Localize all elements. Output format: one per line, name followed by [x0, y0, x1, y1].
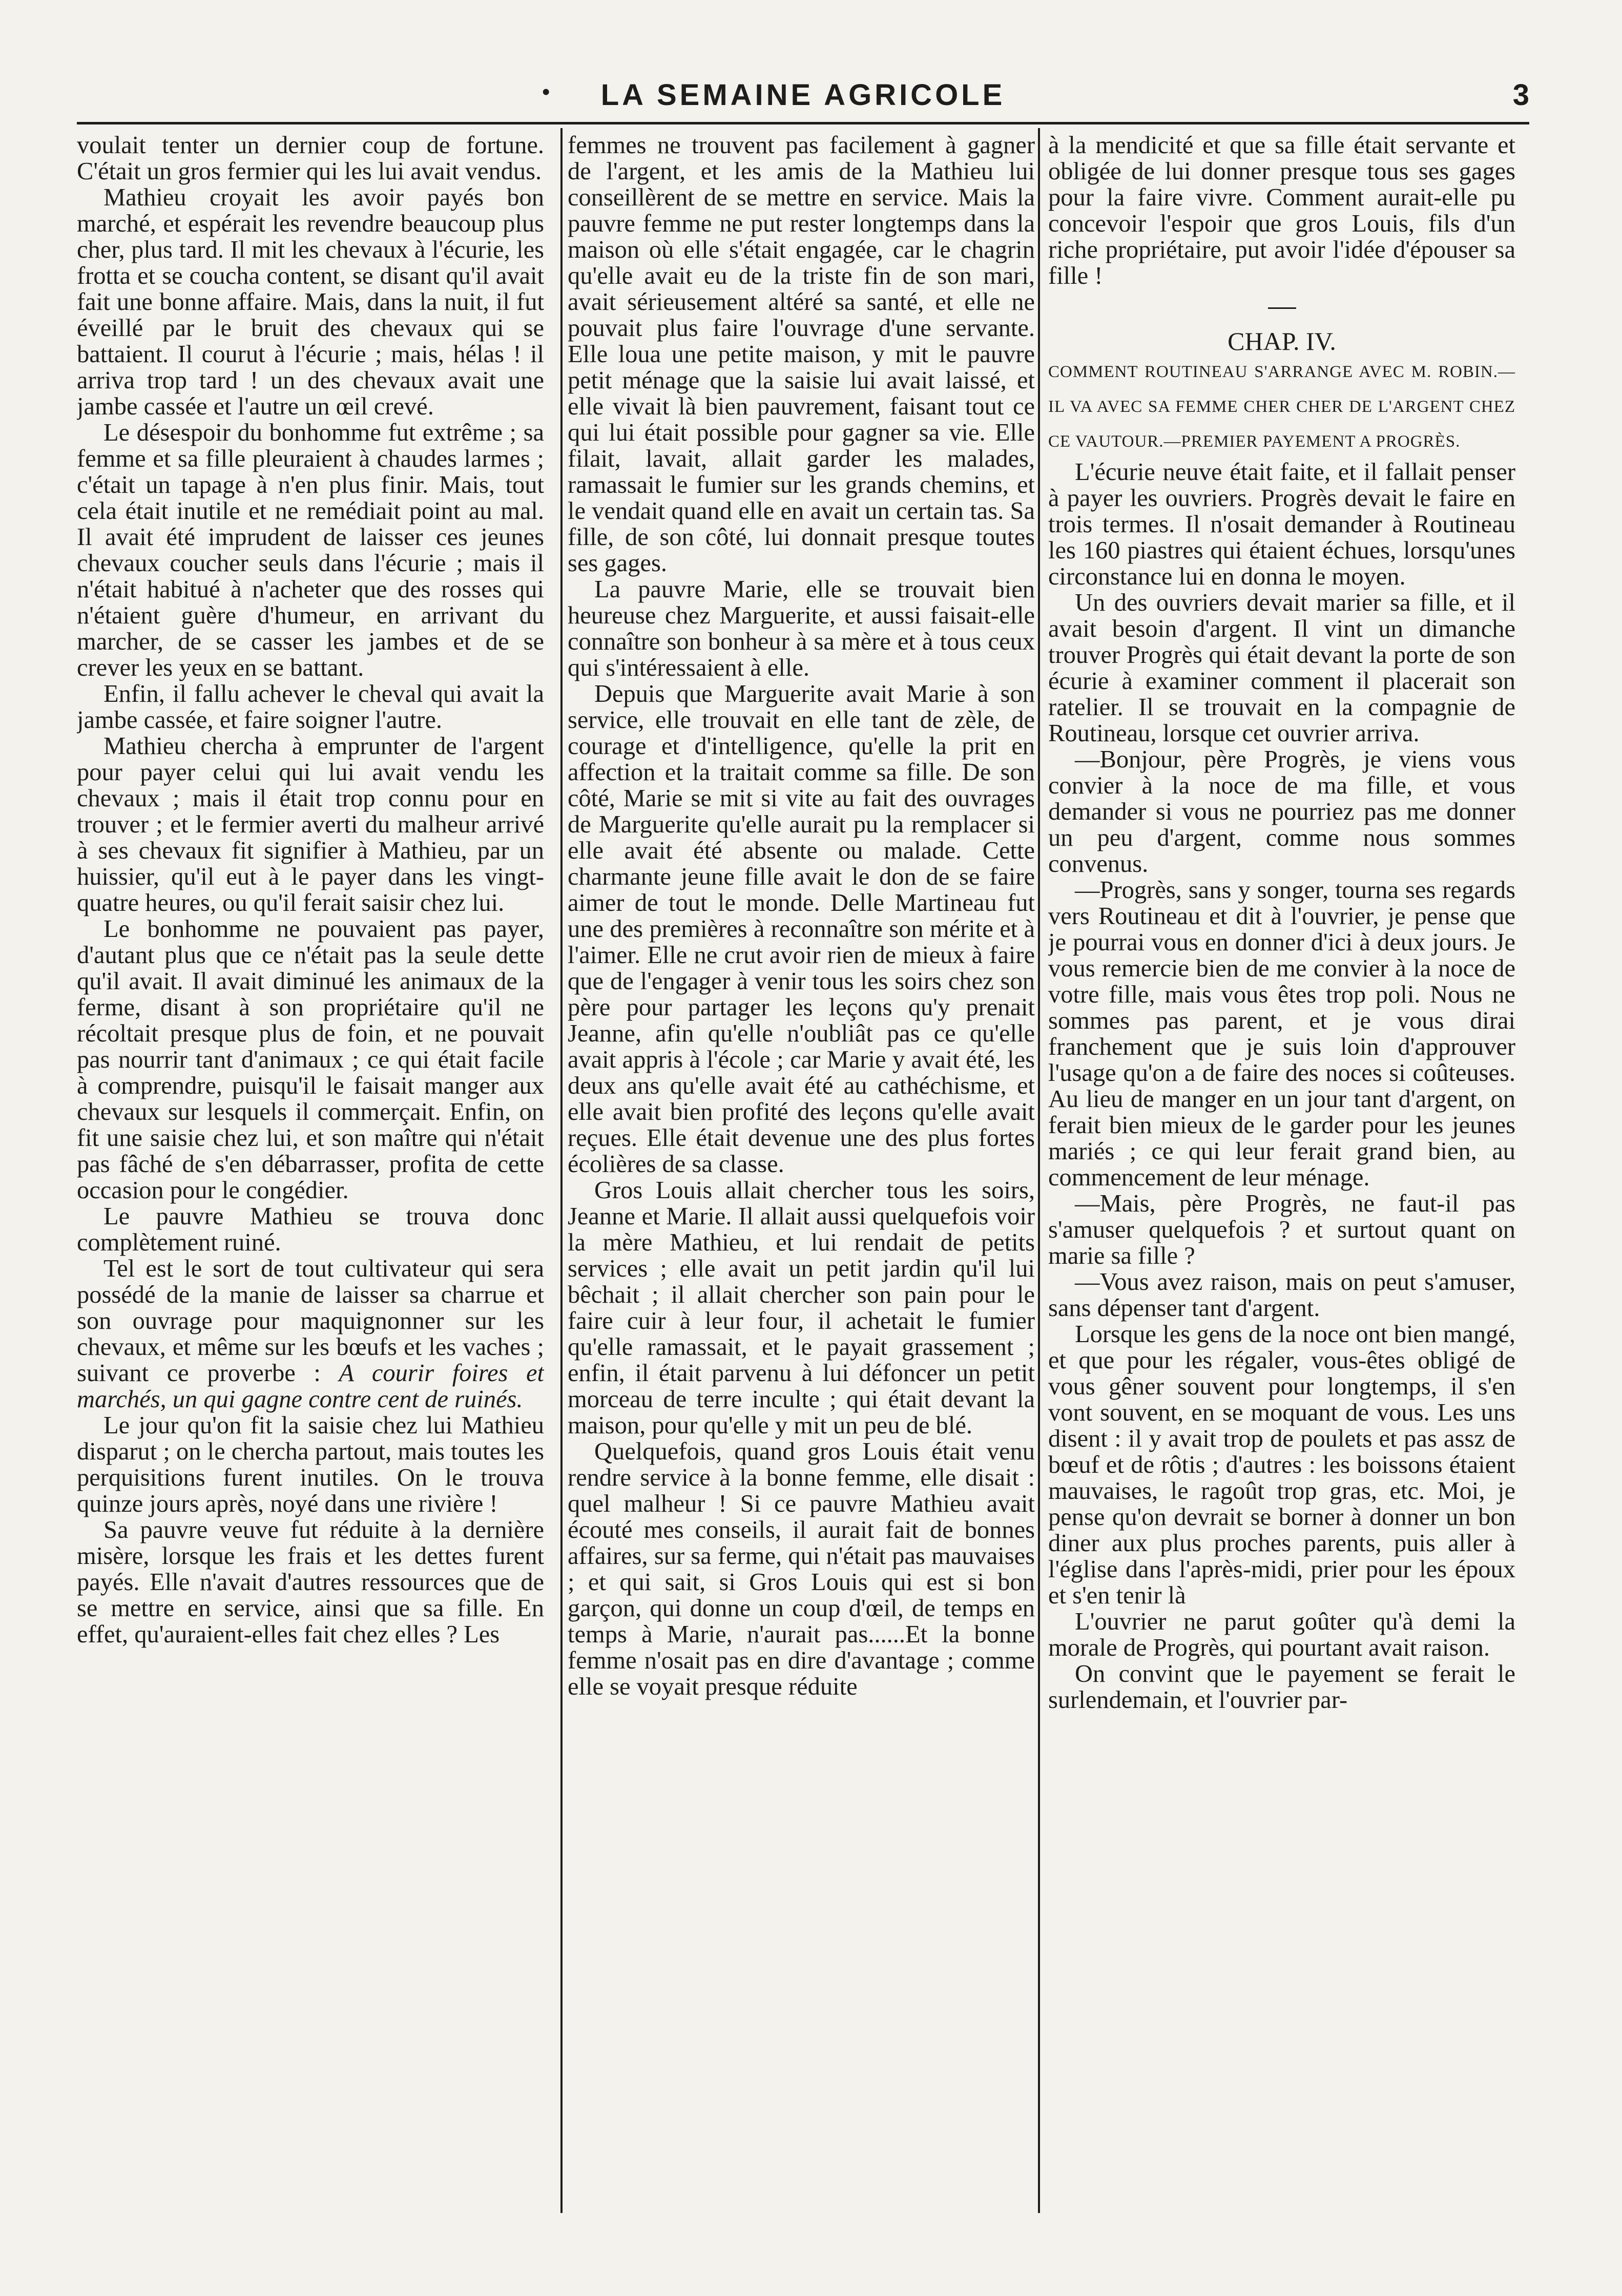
paragraph: Le jour qu'on fit la saisie chez lui Mathieu disparut ; on le chercha partout, mais toutes les perquisitions furent inutiles. On le trouva quinze jours après, noyé dans une rivière ! [77, 1412, 544, 1517]
page-number: 3 [1512, 78, 1529, 112]
column-divider-1 [560, 128, 563, 2213]
paragraph: La pauvre Marie, elle se trouvait bien heureuse chez Marguerite, et aussi faisait-elle connaître son bonheur à sa mère et à tous ceux qui s'intéressaient à elle. [568, 576, 1035, 681]
paragraph: L'écurie neuve était faite, et il fallait penser à payer les ouvriers. Progrès devait le faire en trois termes. Il n'osait demander à Routineau les 160 piastres qui étaient échues, lorsqu'unes circonstance lui en donna le moyen. [1048, 458, 1515, 590]
paragraph: Enfin, il fallu achever le cheval qui avait la jambe cassée, et faire soigner l'autre. [77, 680, 544, 734]
paragraph: Gros Louis allait chercher tous les soirs, Jeanne et Marie. Il allait aussi quelquefois voir la mère Mathieu, et lui rendait de petits services ; elle avait un petit jardin qu'il lui bêchait ; il allait chercher son pain pour le faire cuir à leur four, il achetait le fumier qu'elle ramassait, et le payait grassement ; enfin, il était parvenu à lui défoncer un petit morceau de terre inculte ; qui était devant la maison, pour qu'elle y mit un peu de blé. [568, 1177, 1035, 1439]
header-dot: • [542, 79, 550, 105]
paragraph: Quelquefois, quand gros Louis était venu rendre service à la bonne femme, elle disait : quel malheur ! Si ce pauvre Mathieu avait écouté mes conseils, il aurait fait de bonnes affaires, sur sa ferme, qui n'était pas mauvaises ; et qui sait, si Gros Louis qui est si bon garçon, qui donne un coup d'œil, de temps en temps à Marie, n'aurait pas......Et la bonne femme n'osait pas en dire d'avantage ; comme elle se voyait presque réduite [568, 1438, 1035, 1700]
paragraph: —Bonjour, père Progrès, je viens vous convier à la noce de ma fille, et vous demander si vous ne pourriez pas me donner un peu d'argent, comme nous sommes convenus. [1048, 746, 1515, 878]
paragraph: Sa pauvre veuve fut réduite à la dernière misère, lorsque les frais et les dettes furent payés. Elle n'avait d'autres ressources que de se mettre en service, ainsi que sa fille. En effet, qu'auraient-elles fait chez elles ? Les [77, 1516, 544, 1648]
proverb: A courir foires et marchés, un qui gagne contre cent de ruinés. [77, 1360, 544, 1413]
paragraph: Un des ouvriers devait marier sa fille, et il avait besoin d'argent. Il vint un dimanche trouver Progrès qui était devant la porte de son écurie à examiner comment il placerait son ratelier. Il se trouvait en la compagnie de Routineau, lorsque cet ouvrier arriva. [1048, 589, 1515, 747]
paragraph: Mathieu chercha à emprunter de l'argent pour payer celui qui lui avait vendu les chevaux ; mais il était trop connu pour en trouver ; et le fermier averti du malheur arrivé à ses chevaux fit signifier à Mathieu, par un huissier, qu'il eut à le payer dans les vingt-quatre heures, ou qu'il ferait saisir chez lui. [77, 733, 544, 916]
masthead [77, 77, 1529, 114]
paragraph: femmes ne trouvent pas facilement à gagner de l'argent, et les amis de la Mathieu lui conseillèrent de se mettre en service. Mais la pauvre femme ne put rester longtemps dans la maison où elle s'était engagée, car le chagrin qu'elle avait eu de la triste fin de son mari, avait sérieusement altéré sa santé, et elle ne pouvait plus faire l'ouvrage d'une servante. Elle loua une petite maison, y mit le pauvre petit ménage que la saisie lui avait laissé, et elle vivait là bien pauvrement, faisant tout ce qui lui était possible pour gagner sa vie. Elle filait, lavait, allait garder les malades, ramassait le fumier sur les grands chemins, et le vendait quand elle en avait un certain tas. Sa fille, de son côté, lui donnait presque toutes ses gages. [568, 132, 1035, 577]
paragraph: à la mendicité et que sa fille était servante et obligée de lui donner presque tous ses gages pour la faire vivre. Comment aurait-elle pu concevoir l'espoir que gros Louis, fils d'un riche propriétaire, put avoir l'idée d'épouser sa fille ! [1048, 132, 1515, 289]
paragraph: L'ouvrier ne parut goûter qu'à demi la morale de Progrès, qui pourtant avait raison. [1048, 1608, 1515, 1661]
newspaper-title: LA SEMAINE AGRICOLE [600, 78, 1006, 112]
paragraph: —Vous avez raison, mais on peut s'amuser, sans dépenser tant d'argent. [1048, 1268, 1515, 1322]
paragraph: Lorsque les gens de la noce ont bien mangé, et que pour les régaler, vous-êtes obligé de vous gêner souvent pour longtemps, il s'en vont souvent, en se moquant de vous. Les uns disent : il y avait trop de poulets et pas assz de bœuf et de rôtis ; d'autres : les boissons étaient mauvaises, le ragoût trop gras, etc. Moi, je pense qu'on devrait se borner à donner un bon diner aux plus proches parents, puis aller à l'église dans l'après-midi, prier pour les époux et s'en tenir là [1048, 1321, 1515, 1609]
paragraph: Le pauvre Mathieu se trouva donc complètement ruiné. [77, 1203, 544, 1256]
chapter-title: CHAP. IV. [1228, 327, 1336, 356]
chapter-summary: COMMENT ROUTINEAU S'ARRANGE AVEC M. ROBIN.—IL VA AVEC SA FEMME CHER CHER DE L'ARGENT CHEZ CE VAUTOUR.—PREMIER PAYEMENT A PROGRÈS. [1048, 363, 1515, 451]
paragraph: —Progrès, sans y songer, tourna ses regards vers Routineau et dit à l'ouvrier, je pense que je pourrai vous en donner d'ici à deux jours. Je vous remercie bien de me convier à la noce de votre fille, mais vous êtes trop poli. Nous ne sommes pas parent, et je vous dirai franchement que je suis loin d'approuver l'usage qu'on a de faire des noces si coûteuses. Au lieu de manger en un jour tant d'argent, on ferait bien mieux de le garder pour les jeunes mariés ; ce qui leur ferait grand bien, au commencement de leur ménage. [1048, 876, 1515, 1191]
paragraph-with-proverb [77, 1256, 544, 1412]
column-3 [1048, 132, 1515, 2212]
column-2 [568, 132, 1035, 2212]
paragraph: On convint que le payement se ferait le surlendemain, et l'ouvrier par- [1048, 1660, 1515, 1714]
paragraph: Mathieu croyait les avoir payés bon marché, et espérait les revendre beaucoup plus cher, plus tard. Il mit les chevaux à l'écurie, les frotta et se coucha content, se disant qu'il avait fait une bonne affaire. Mais, dans la nuit, il fut éveillé par le bruit des chevaux qui se battaient. Il courut à l'écurie ; mais, hélas ! il arriva trop tard ! un des chevaux avait une jambe cassée et l'autre un œil crevé. [77, 184, 544, 420]
column-divider-2 [1038, 128, 1040, 2213]
section-separator [1268, 307, 1296, 309]
paragraph: voulait tenter un dernier coup de fortune. C'était un gros fermier qui les lui avait vendus. [77, 132, 544, 185]
paragraph: —Mais, père Progrès, ne faut-il pas s'amuser quelquefois ? et surtout quant on marie sa fille ? [1048, 1190, 1515, 1269]
paragraph-text: Tel est le sort de tout cultivateur qui sera possédé de la manie de laisser sa charrue et son ouvrage pour maquignonner sur les chevaux, et même sur les bœufs et les vaches ; suivant ce proverbe : [77, 1255, 544, 1387]
header-rule [77, 122, 1529, 124]
paragraph: Depuis que Marguerite avait Marie à son service, elle trouvait en elle tant de zèle, de courage et d'intelligence, qu'elle la prit en affection et la traitait comme sa fille. De son côté, Marie se mit si vite au fait des ouvrages de Marguerite qu'elle aurait pu la remplacer si elle avait été absente ou malade. Cette charmante jeune fille avait le don de se faire aimer de tout le monde. Delle Martineau fut une des premières à reconnaître son mérite et à l'aimer. Elle ne crut avoir rien de mieux à faire que de l'engager à venir tous les soirs chez son père pour partager les leçons qu'y prenait Jeanne, afin qu'elle n'oubliât pas ce qu'elle avait appris à l'école ; car Marie y avait été, les deux ans qu'elle avait été au cathéchisme, et elle avait bien profité des leçons qu'elle avait reçues. Elle était devenue une des plus fortes écolières de sa classe. [568, 680, 1035, 1178]
column-1 [77, 132, 544, 2212]
paragraph: Le bonhomme ne pouvaient pas payer, d'autant plus que ce n'était pas la seule dette qu'il avait. Il avait diminué les animaux de la ferme, disant à son propriétaire qu'il ne récoltait presque plus de foin, et ne pouvait pas nourrir tant d'animaux ; ce qui était facile à comprendre, puisqu'il le faisait manger aux chevaux sur lesquels il commerçait. Enfin, on fit une saisie chez lui, et son maître qui n'était pas fâché de s'en débarrasser, profita de cette occasion pour le congédier. [77, 915, 544, 1204]
paragraph: Le désespoir du bonhomme fut extrême ; sa femme et sa fille pleuraient à chaudes larmes ; c'était un tapage à n'en plus finir. Mais, tout cela était inutile et ne remédiait point au mal. Il avait été imprudent de laisser ces jeunes chevaux coucher seuls dans l'écurie ; mais il n'était habitué à n'acheter que des rosses qui n'étaient guère d'humeur, en arrivant du marcher, de se casser les jambes et de se crever les yeux en se battant. [77, 419, 544, 681]
